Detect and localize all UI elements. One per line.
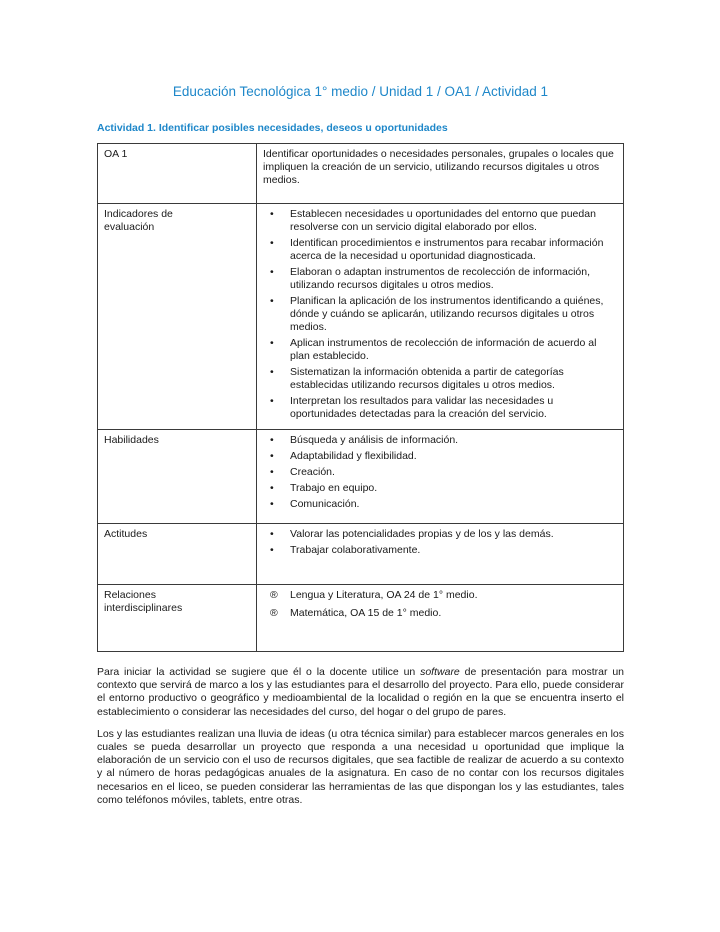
bullet-icon: • bbox=[270, 237, 274, 249]
table-row-habilidades bbox=[98, 430, 624, 524]
row-label: Actitudes bbox=[104, 528, 148, 540]
bullet-icon: • bbox=[270, 266, 274, 278]
list-item: • Adaptabilidad y flexibilidad. bbox=[270, 450, 417, 462]
row-label-cell bbox=[98, 144, 257, 204]
intro-paragraph-pre: Para iniciar la actividad se sugiere que él o la docente utilice un bbox=[97, 666, 421, 678]
bullet-icon: • bbox=[270, 295, 274, 307]
row-content-cell bbox=[257, 430, 624, 524]
row-content-cell bbox=[257, 204, 624, 430]
activity-description-paragraph: Los y las estudiantes realizan una lluvia de ideas (u otra técnica similar) para establecer marcos generales en los cuales se pueda desarrollar un proyecto que responda a una necesidad u oportunidad que implique la elaboración de un servicio con el uso de recursos digitales, que sea factible de realizar de acuerdo a su contexto y al número de horas pedagógicas anuales de la asignatura. En caso de no contar con los recursos digitales necesarios en el liceo, se pueden considerar las herramientas de las que dispongan los y las estudiantes, tales como teléfonos móviles, tablets, entre otras. bbox=[97, 727, 624, 806]
bullet-icon: • bbox=[270, 528, 274, 540]
intro-paragraph-post: de presentación para mostrar un contexto que servirá de marco a los y las estudiantes para el desarrollo del proyecto. Para ello, puede considerar el entorno productivo o geográfico y medioambiental de la localidad o región en la que se encuentra inserto el establecimiento o considerar las necesidades del curso, del hogar o del grupo de pares. bbox=[97, 666, 624, 718]
bullet-icon: • bbox=[270, 450, 274, 462]
actitudes-list bbox=[263, 528, 617, 557]
software-italic-word: software bbox=[420, 666, 460, 678]
breadcrumb-title: Educación Tecnológica 1° medio / Unidad 1 / OA1 / Actividad 1 bbox=[172, 84, 549, 99]
relaciones-list bbox=[263, 589, 617, 620]
bullet-icon: • bbox=[270, 434, 274, 446]
list-item: • Trabajo en equipo. bbox=[270, 482, 378, 494]
activity-table bbox=[97, 143, 624, 652]
activity-title: Actividad 1. Identificar posibles necesidades, deseos u oportunidades bbox=[97, 122, 448, 134]
bullet-icon: • bbox=[270, 482, 274, 494]
registered-bullet-icon: ® bbox=[270, 607, 278, 619]
row-label: Indicadores de evaluación bbox=[104, 208, 173, 233]
list-item: • Sistematizan la información obtenida a partir de categorías establecidas utilizando recursos digitales u otros medios. bbox=[270, 366, 564, 391]
row-content-cell bbox=[257, 524, 624, 585]
bullet-icon: • bbox=[270, 366, 274, 378]
bullet-icon: • bbox=[270, 466, 274, 478]
registered-bullet-icon: ® bbox=[270, 589, 278, 601]
list-item: • Aplican instrumentos de recolección de información de acuerdo al plan establecido. bbox=[270, 337, 597, 362]
table-row-oa1 bbox=[98, 144, 624, 204]
table-row-actitudes bbox=[98, 524, 624, 585]
row-content-cell bbox=[257, 585, 624, 652]
list-item: • Valorar las potencialidades propias y de los y las demás. bbox=[270, 528, 554, 540]
row-label-cell bbox=[98, 585, 257, 652]
list-item: • Trabajar colaborativamente. bbox=[270, 544, 421, 556]
document-content bbox=[97, 84, 624, 816]
row-label-cell bbox=[98, 430, 257, 524]
list-item: ® Lengua y Literatura, OA 24 de 1° medio. bbox=[270, 589, 478, 601]
list-item: • Elaboran o adaptan instrumentos de recolección de información, utilizando recursos digitales u otros medios. bbox=[270, 266, 591, 291]
row-label: Relaciones interdisciplinares bbox=[104, 589, 183, 614]
list-item: • Creación. bbox=[270, 466, 335, 478]
list-item: • Planifican la aplicación de los instrumentos identificando a quiénes, dónde y cuándo se aplicarán, utilizando recursos digitales u otros medios. bbox=[270, 295, 604, 333]
intro-paragraph bbox=[97, 666, 624, 719]
table-row-indicadores bbox=[98, 204, 624, 430]
oa1-text: Identificar oportunidades o necesidades personales, grupales o locales que impliquen la creación de un servicio, utilizando recursos digitales u otros medios. bbox=[263, 148, 614, 186]
indicadores-list bbox=[263, 208, 617, 421]
list-item: • Búsqueda y análisis de información. bbox=[270, 434, 459, 446]
bullet-icon: • bbox=[270, 544, 274, 556]
row-label: Habilidades bbox=[104, 434, 159, 446]
list-item: • Comunicación. bbox=[270, 498, 360, 510]
list-item: ® Matemática, OA 15 de 1° medio. bbox=[270, 607, 442, 619]
row-label-cell bbox=[98, 524, 257, 585]
list-item: • Establecen necesidades u oportunidades del entorno que puedan resolverse con un servicio digital elaborado por ellos. bbox=[270, 208, 596, 233]
list-item: • Interpretan los resultados para validar las necesidades u oportunidades detectadas para la creación del servicio. bbox=[270, 395, 554, 420]
bullet-icon: • bbox=[270, 498, 274, 510]
table-row-relaciones bbox=[98, 585, 624, 652]
bullet-icon: • bbox=[270, 208, 274, 220]
row-label: OA 1 bbox=[104, 148, 128, 160]
bullet-icon: • bbox=[270, 337, 274, 349]
list-item: • Identifican procedimientos e instrumentos para recabar información acerca de la necesidad u oportunidad diagnosticada. bbox=[270, 237, 604, 262]
bullet-icon: • bbox=[270, 395, 274, 407]
habilidades-list bbox=[263, 434, 617, 511]
row-label-cell bbox=[98, 204, 257, 430]
row-content-cell bbox=[257, 144, 624, 204]
